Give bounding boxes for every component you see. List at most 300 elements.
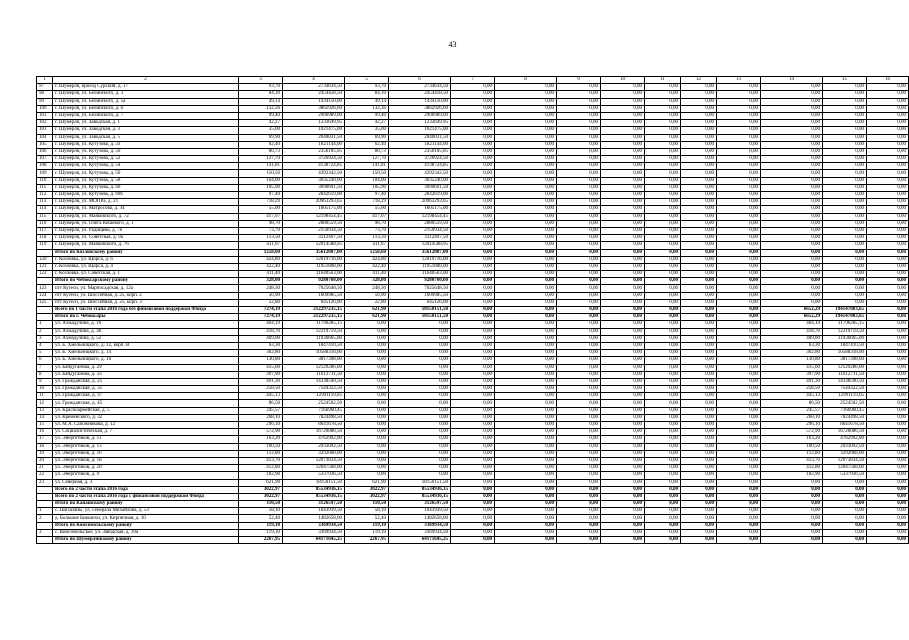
row-number: 103 (37, 127, 53, 134)
value-cell: 0,00 (761, 148, 823, 155)
value-cell: 112,80 (239, 450, 283, 457)
value-cell: 0,00 (867, 285, 909, 292)
value-cell: 645126,00 (283, 299, 345, 306)
value-cell: 0,00 (761, 105, 823, 112)
value-cell: 3726924,50 (389, 156, 451, 163)
value-cell: 86,50 (239, 400, 283, 407)
value-cell: 105,90 (345, 184, 389, 191)
table-row (37, 335, 909, 342)
value-cell: 0,00 (451, 529, 495, 536)
value-cell: 0,00 (645, 170, 681, 177)
row-number: 97 (37, 84, 53, 91)
value-cell: 0,00 (645, 457, 681, 464)
value-cell: 0,00 (717, 386, 761, 393)
value-cell: 415,60 (761, 364, 823, 371)
value-cell: 3035240,00 (389, 177, 451, 184)
value-cell: 0,00 (867, 314, 909, 321)
row-number: 102 (37, 120, 53, 127)
value-cell: 0,00 (681, 256, 717, 263)
value-cell: 1434150,00 (389, 98, 451, 105)
value-cell: 0,00 (345, 457, 389, 464)
value-cell: 0,00 (601, 443, 645, 450)
value-cell: 0,00 (645, 522, 681, 529)
value-cell: 0,00 (645, 112, 681, 119)
value-cell: 12219759,50 (823, 328, 867, 335)
value-cell: 119,10 (345, 522, 389, 529)
value-cell: 0,00 (867, 127, 909, 134)
value-cell: 2356105,05 (283, 148, 345, 155)
value-cell: 0,00 (867, 184, 909, 191)
value-cell: 0,00 (495, 378, 557, 385)
value-cell: 4392342,50 (283, 170, 345, 177)
value-cell: 0,00 (557, 357, 601, 364)
value-cell: 0,00 (867, 307, 909, 314)
value-cell: 0,00 (717, 537, 761, 544)
table-row (37, 292, 909, 299)
value-cell: 110,50 (345, 501, 389, 508)
value-cell: 0,00 (681, 508, 717, 515)
value-cell: 0,00 (761, 271, 823, 278)
value-cell: 0,00 (495, 486, 557, 493)
row-number: 20 (37, 457, 53, 464)
value-cell: 0,00 (645, 407, 681, 414)
value-cell: 0,00 (495, 436, 557, 443)
value-cell: 0,00 (761, 522, 823, 529)
value-cell: 119,10 (239, 522, 283, 529)
value-cell: 14338590,50 (283, 378, 345, 385)
value-cell: 0,00 (645, 127, 681, 134)
value-cell: 0,00 (867, 486, 909, 493)
value-cell: 0,00 (645, 508, 681, 515)
value-cell: 0,00 (717, 522, 761, 529)
value-cell: 0,00 (867, 529, 909, 536)
value-cell: 0,00 (717, 350, 761, 357)
value-cell: 0,00 (867, 407, 909, 414)
value-cell: 0,00 (717, 357, 761, 364)
value-cell: 212297235,15 (283, 314, 345, 321)
value-cell: 0,00 (717, 378, 761, 385)
value-cell: 0,00 (823, 522, 867, 529)
table-row (37, 472, 909, 479)
value-cell: 12219759,50 (283, 328, 345, 335)
value-cell: 0,00 (717, 342, 761, 349)
address-cell: г. Шумерля, ул. Белинского, д. 5а (53, 98, 239, 105)
value-cell: 0,00 (601, 98, 645, 105)
value-cell: 7824498,50 (823, 414, 867, 421)
value-cell: 0,00 (645, 307, 681, 314)
value-cell: 119,10 (345, 529, 389, 536)
value-cell: 7025648,50 (283, 285, 345, 292)
value-cell: 0,00 (495, 537, 557, 544)
value-cell: 0,00 (867, 386, 909, 393)
value-cell: 14338590,50 (823, 378, 867, 385)
value-cell: 0,00 (557, 328, 601, 335)
value-cell: 0,00 (451, 307, 495, 314)
subtotal-label: Итого по Козловскому району (53, 249, 239, 256)
value-cell: 0,00 (389, 321, 451, 328)
value-cell: 0,00 (451, 84, 495, 91)
value-cell: 0,00 (717, 299, 761, 306)
value-cell: 0,00 (345, 378, 389, 385)
value-cell: 645126,00 (389, 299, 451, 306)
value-cell: 0,00 (495, 177, 557, 184)
table-row (37, 177, 909, 184)
value-cell: 7544322,50 (823, 386, 867, 393)
value-cell: 56,90 (239, 292, 283, 299)
value-cell: 0,00 (761, 501, 823, 508)
value-cell: 0,00 (761, 184, 823, 191)
value-cell: 0,00 (601, 393, 645, 400)
value-cell: 0,00 (557, 378, 601, 385)
address-cell: ул. Энергетиков, д. 18 (53, 457, 239, 464)
value-cell: 0,00 (601, 134, 645, 141)
value-cell: 0,00 (495, 307, 557, 314)
value-cell: 0,00 (495, 84, 557, 91)
row-number: 123 (37, 285, 53, 292)
value-cell: 1821144,00 (283, 141, 345, 148)
value-cell: 0,00 (867, 141, 909, 148)
value-cell: 0,00 (451, 515, 495, 522)
value-cell: 3312497,50 (283, 235, 345, 242)
value-cell: 0,00 (645, 163, 681, 170)
value-cell: 0,00 (717, 529, 761, 536)
value-cell: 12129286,00 (823, 364, 867, 371)
value-cell: 2734634,50 (389, 84, 451, 91)
address-cell: пгт Кугеси, ул. Марпосадская, д. 12а (53, 285, 239, 292)
value-cell: 0,00 (761, 127, 823, 134)
value-cell: 0,00 (495, 314, 557, 321)
value-cell: 0,00 (867, 112, 909, 119)
value-cell: 0,00 (645, 386, 681, 393)
value-cell: 69,90 (345, 134, 389, 141)
row-number: 10 (37, 386, 53, 393)
value-cell: 445,13 (239, 393, 283, 400)
value-cell: 572,90 (239, 429, 283, 436)
value-cell: 0,00 (601, 515, 645, 522)
value-cell: 22,80 (239, 299, 283, 306)
value-cell: 0,00 (345, 443, 389, 450)
value-cell: 0,00 (823, 156, 867, 163)
value-cell: 0,00 (557, 184, 601, 191)
row-number: 125 (37, 299, 53, 306)
value-cell: 0,00 (681, 321, 717, 328)
value-cell: 445,13 (761, 393, 823, 400)
value-cell: 0,00 (645, 105, 681, 112)
row-number: 2 (37, 515, 53, 522)
value-cell: 0,00 (557, 342, 601, 349)
value-cell: 0,00 (557, 493, 601, 500)
value-cell: 0,00 (389, 465, 451, 472)
value-cell: 0,00 (823, 486, 867, 493)
value-cell: 12129286,00 (283, 364, 345, 371)
value-cell: 3817398,00 (823, 357, 867, 364)
value-cell: 0,00 (867, 342, 909, 349)
value-cell: 64171645,25 (389, 537, 451, 544)
address-cell: ул. Кременского, д. 32 (53, 414, 239, 421)
value-cell: 0,00 (601, 163, 645, 170)
value-cell: 3022,97 (345, 493, 389, 500)
value-cell: 1847410,50 (823, 342, 867, 349)
value-cell: 7166960,45 (283, 407, 345, 414)
value-cell: 113,50 (239, 235, 283, 242)
value-cell: 0,00 (645, 242, 681, 249)
value-cell: 0,00 (823, 235, 867, 242)
address-cell: ул. Гражданская, д. 37 (53, 393, 239, 400)
value-cell: 0,00 (823, 493, 867, 500)
subtotal-label: Итого по г. Чебоксары (53, 314, 239, 321)
table-row (37, 91, 909, 98)
value-cell: 0,00 (867, 163, 909, 170)
value-cell: 0,00 (823, 141, 867, 148)
value-cell: 0,00 (645, 220, 681, 227)
row-number (37, 537, 53, 544)
value-cell: 0,00 (867, 378, 909, 385)
value-cell: 0,00 (761, 91, 823, 98)
address-cell: ул. Б. Хмельницкого, д. 16 (53, 357, 239, 364)
value-cell: 3090691,50 (283, 184, 345, 191)
address-cell: ул. Энергетиков, д. 13 (53, 443, 239, 450)
value-cell: 0,00 (345, 429, 389, 436)
table-row (37, 105, 909, 112)
value-cell: 0,00 (867, 220, 909, 227)
value-cell: 0,00 (451, 249, 495, 256)
value-cell: 0,00 (645, 537, 681, 544)
value-cell: 12991119,05 (823, 393, 867, 400)
value-cell: 132,36 (239, 105, 283, 112)
value-cell: 42,27 (239, 120, 283, 127)
address-cell: с. Комсомольское, ул. Заводская, д. 39а (53, 529, 239, 536)
value-cell: 0,00 (823, 256, 867, 263)
value-cell: 0,00 (451, 192, 495, 199)
value-cell: 0,00 (495, 192, 557, 199)
value-cell: 18150151,50 (389, 307, 451, 314)
value-cell: 0,00 (681, 127, 717, 134)
value-cell: 35,00 (239, 127, 283, 134)
value-cell: 0,00 (823, 278, 867, 285)
value-cell: 11796285,15 (823, 321, 867, 328)
address-cell: г. Шумерля, ул. Кутузова, д. 58 (53, 177, 239, 184)
value-cell: 12014588,95 (283, 242, 345, 249)
value-cell: 0,00 (681, 393, 717, 400)
value-cell: 0,00 (645, 199, 681, 206)
value-cell: 0,00 (451, 393, 495, 400)
row-number: 14 (37, 414, 53, 421)
table-row (37, 378, 909, 385)
value-cell: 0,00 (681, 328, 717, 335)
value-cell: 0,00 (717, 407, 761, 414)
value-cell: 99,40 (239, 112, 283, 119)
value-cell: 0,00 (681, 148, 717, 155)
value-cell: 0,00 (645, 321, 681, 328)
value-cell: 0,00 (557, 134, 601, 141)
value-cell: 0,00 (761, 141, 823, 148)
value-cell: 0,00 (681, 206, 717, 213)
value-cell: 0,00 (823, 271, 867, 278)
value-cell: 2900989,00 (389, 112, 451, 119)
value-cell: 0,00 (601, 450, 645, 457)
table-row (37, 206, 909, 213)
value-cell: 0,00 (495, 501, 557, 508)
value-cell: 0,00 (389, 400, 451, 407)
column-number: 13 (717, 77, 761, 84)
value-cell: 0,00 (345, 400, 389, 407)
value-cell: 0,00 (557, 479, 601, 486)
value-cell: 0,00 (867, 263, 909, 270)
value-cell: 85534936,15 (389, 486, 451, 493)
address-cell: г. Шумерля, ул. Кутузова, д. 69б (53, 192, 239, 199)
value-cell: 411,67 (239, 242, 283, 249)
value-cell: 3817398,00 (283, 357, 345, 364)
table-row (37, 120, 909, 127)
value-cell: 0,00 (867, 91, 909, 98)
value-cell: 0,00 (451, 429, 495, 436)
value-cell: 0,00 (645, 400, 681, 407)
subtotal-row (37, 307, 909, 314)
row-number: 115 (37, 213, 53, 220)
value-cell: 0,00 (345, 450, 389, 457)
value-cell: 0,00 (761, 263, 823, 270)
value-cell: 0,00 (495, 400, 557, 407)
table-row (37, 184, 909, 191)
address-cell: ул. Гражданская, д. 45 (53, 400, 239, 407)
value-cell: 0,00 (823, 120, 867, 127)
value-cell: 0,00 (557, 515, 601, 522)
value-cell: 0,00 (451, 285, 495, 292)
value-cell: 0,00 (681, 156, 717, 163)
value-cell: 0,00 (451, 127, 495, 134)
value-cell: 11936665,00 (283, 335, 345, 342)
row-number: 19 (37, 450, 53, 457)
value-cell: 0,00 (389, 414, 451, 421)
value-cell: 12073834,50 (823, 457, 867, 464)
value-cell: 1643939,50 (389, 508, 451, 515)
value-cell: 0,00 (717, 285, 761, 292)
value-cell: 0,00 (345, 436, 389, 443)
value-cell: 12047568,00 (823, 465, 867, 472)
value-cell: 2267,95 (239, 537, 283, 544)
value-cell: 0,00 (557, 314, 601, 321)
value-cell: 0,00 (495, 105, 557, 112)
value-cell: 3090691,50 (389, 184, 451, 191)
value-cell: 258,50 (239, 386, 283, 393)
value-cell: 212297235,15 (283, 307, 345, 314)
value-cell: 0,00 (601, 465, 645, 472)
row-number (37, 486, 53, 493)
value-cell: 0,00 (867, 364, 909, 371)
value-cell: 0,00 (345, 350, 389, 357)
table-row (37, 328, 909, 335)
value-cell: 0,00 (557, 414, 601, 421)
value-cell: 12198454,45 (389, 213, 451, 220)
value-cell: 0,00 (681, 170, 717, 177)
row-number (37, 314, 53, 321)
value-cell: 0,00 (601, 422, 645, 429)
value-cell: 0,00 (601, 84, 645, 91)
value-cell: 0,00 (557, 105, 601, 112)
value-cell: 85534936,15 (283, 493, 345, 500)
row-number: 116 (37, 220, 53, 227)
value-cell: 0,00 (761, 163, 823, 170)
value-cell: 0,00 (717, 314, 761, 321)
value-cell: 0,00 (389, 386, 451, 393)
value-cell: 85534936,15 (283, 486, 345, 493)
value-cell: 0,00 (645, 357, 681, 364)
table-row (37, 170, 909, 177)
value-cell: 0,00 (495, 457, 557, 464)
row-number: 100 (37, 105, 53, 112)
value-cell: 0,00 (601, 278, 645, 285)
address-cell: г. Шумерля, ул. Кутузова, д. 50 (53, 148, 239, 155)
value-cell: 0,00 (451, 457, 495, 464)
value-cell: 0,00 (681, 299, 717, 306)
value-cell: 0,00 (495, 472, 557, 479)
value-cell: 0,00 (761, 479, 823, 486)
subtotal-label: Всего по 1 части этапа 2016 года без финансовой поддержки Фонда (53, 307, 239, 314)
value-cell: 0,00 (823, 192, 867, 199)
value-cell: 0,00 (601, 357, 645, 364)
value-cell: 0,00 (867, 98, 909, 105)
value-cell: 1233649,95 (283, 120, 345, 127)
value-cell: 1643939,50 (283, 508, 345, 515)
value-cell: 0,00 (601, 371, 645, 378)
value-cell: 0,00 (761, 242, 823, 249)
value-cell: 0,00 (451, 436, 495, 443)
value-cell: 411,40 (239, 271, 283, 278)
address-cell: г. Козловка, ул. Щорса, д. 6 (53, 256, 239, 263)
value-cell: 0,00 (495, 91, 557, 98)
value-cell: 127,70 (345, 156, 389, 163)
row-number: 21 (37, 465, 53, 472)
value-cell: 0,00 (557, 285, 601, 292)
value-cell: 0,00 (681, 278, 717, 285)
value-cell: 2933092,50 (823, 443, 867, 450)
value-cell: 0,00 (495, 213, 557, 220)
value-cell: 268,10 (761, 414, 823, 421)
value-cell: 0,00 (601, 235, 645, 242)
value-cell: 9280760,00 (389, 278, 451, 285)
value-cell: 0,00 (717, 472, 761, 479)
value-cell: 0,00 (717, 112, 761, 119)
table-row (37, 127, 909, 134)
value-cell: 18150151,50 (389, 314, 451, 321)
value-cell: 11640563,00 (389, 271, 451, 278)
value-cell: 0,00 (681, 465, 717, 472)
value-cell: 0,00 (645, 98, 681, 105)
value-cell: 0,00 (389, 443, 451, 450)
value-cell: 0,00 (601, 314, 645, 321)
value-cell: 0,00 (495, 364, 557, 371)
value-cell: 2842619,00 (283, 192, 345, 199)
value-cell: 0,00 (681, 235, 717, 242)
value-cell: 0,00 (389, 378, 451, 385)
value-cell: 0,00 (645, 501, 681, 508)
value-cell: 0,00 (601, 199, 645, 206)
value-cell: 3369934,50 (283, 522, 345, 529)
table-row (37, 156, 909, 163)
value-cell: 0,00 (681, 357, 717, 364)
value-cell: 0,00 (681, 105, 717, 112)
value-cell: 3022,97 (345, 486, 389, 493)
value-cell: 0,00 (495, 292, 557, 299)
row-number: 106 (37, 148, 53, 155)
value-cell: 105,90 (239, 184, 283, 191)
value-cell: 413,70 (239, 457, 283, 464)
value-cell: 296,10 (761, 422, 823, 429)
value-cell: 0,00 (557, 227, 601, 234)
value-cell: 0,00 (867, 350, 909, 357)
value-cell: 0,00 (867, 213, 909, 220)
value-cell: 7274,19 (239, 314, 283, 321)
